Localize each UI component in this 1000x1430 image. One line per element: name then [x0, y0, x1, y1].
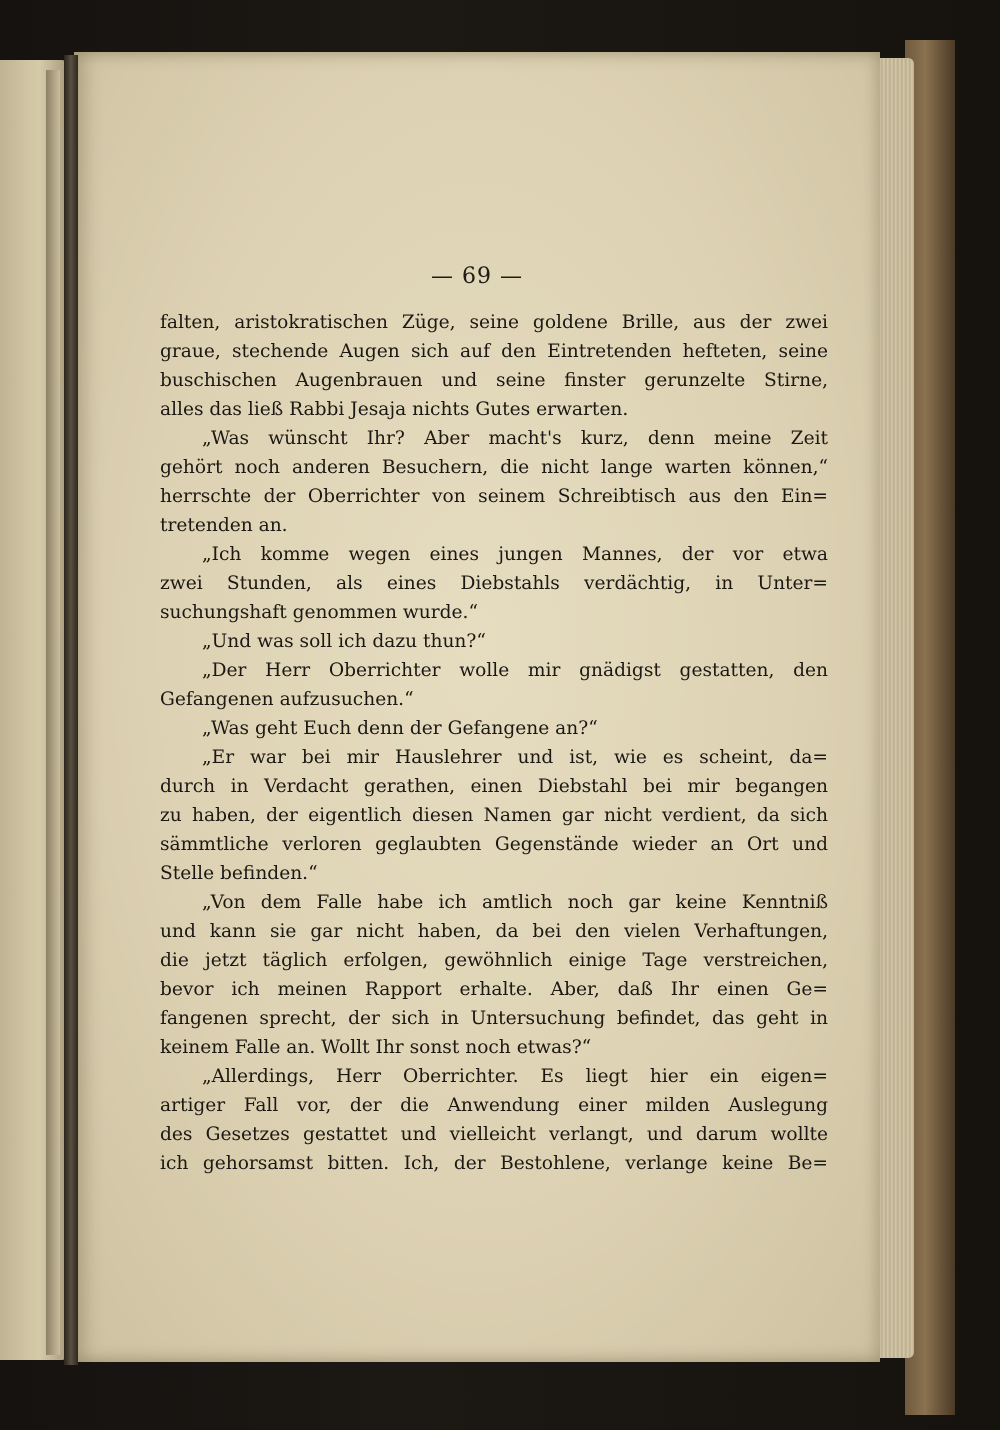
text-line: alles das ließ Rabbi Jesaja nichts Gutes erwarten.: [160, 399, 629, 420]
text-line: die jetzt täglich erfolgen, gewöhnlich einige Tage verstreichen,: [160, 950, 828, 971]
book-page: [74, 52, 880, 1362]
text-line: bevor ich meinen Rapport erhalte. Aber, daß Ihr einen Ge=: [160, 979, 828, 1000]
text-line: Stelle befinden.“: [160, 863, 318, 884]
text-line: ich gehorsamst bitten. Ich, der Bestohlene, verlange keine Be=: [160, 1153, 828, 1174]
text-line: des Gesetzes gestattet und vielleicht verlangt, und darum wollte: [160, 1124, 828, 1145]
text-line: artiger Fall vor, der die Anwendung einer milden Auslegung: [160, 1095, 828, 1116]
text-line: buschischen Augenbrauen und seine finster gerunzelte Stirne,: [160, 370, 828, 391]
text-line: tretenden an.: [160, 515, 288, 536]
page-number: — 69 —: [431, 264, 523, 289]
text-line: durch in Verdacht gerathen, einen Diebstahl bei mir begangen: [160, 776, 828, 797]
text-line: „Er war bei mir Hauslehrer und ist, wie es scheint, da=: [202, 747, 828, 768]
book-gutter: [64, 55, 78, 1365]
text-line: graue, stechende Augen sich auf den Eintretenden hefteten, seine: [160, 341, 828, 362]
text-line: sämmtliche verloren geglaubten Gegenstände wieder an Ort und: [160, 834, 828, 855]
text-line: „Was geht Euch denn der Gefangene an?“: [202, 718, 598, 739]
text-line: herrschte der Oberrichter von seinem Schreibtisch aus den Ein=: [160, 486, 828, 507]
text-line: falten, aristokratischen Züge, seine goldene Brille, aus der zwei: [160, 312, 828, 333]
text-line: suchungshaft genommen wurde.“: [160, 602, 478, 623]
text-line: „Und was soll ich dazu thun?“: [202, 631, 486, 652]
text-line: zwei Stunden, als eines Diebstahls verdächtig, in Unter=: [160, 573, 828, 594]
text-line: „Was wünscht Ihr? Aber macht's kurz, denn meine Zeit: [202, 428, 828, 449]
text-line: und kann sie gar nicht haben, da bei den vielen Verhaftungen,: [160, 921, 828, 942]
text-line: „Ich komme wegen eines jungen Mannes, der vor etwa: [202, 544, 828, 565]
text-line: Gefangenen aufzusuchen.“: [160, 689, 414, 710]
text-line: gehört noch anderen Besuchern, die nicht lange warten können,“: [160, 457, 828, 478]
text-line: „Allerdings, Herr Oberrichter. Es liegt hier ein eigen=: [202, 1066, 828, 1087]
text-line: fangenen sprecht, der sich in Untersuchung befindet, das geht in: [160, 1008, 828, 1029]
text-line: „Der Herr Oberrichter wolle mir gnädigst gestatten, den: [202, 660, 828, 681]
previous-page-fold: [46, 70, 60, 1355]
text-line: zu haben, der eigentlich diesen Namen gar nicht verdient, da sich: [160, 805, 828, 826]
text-line: „Von dem Falle habe ich amtlich noch gar keine Kenntniß: [202, 892, 828, 913]
text-line: keinem Falle an. Wollt Ihr sonst noch etwas?“: [160, 1037, 592, 1058]
page-text: [160, 308, 828, 1178]
